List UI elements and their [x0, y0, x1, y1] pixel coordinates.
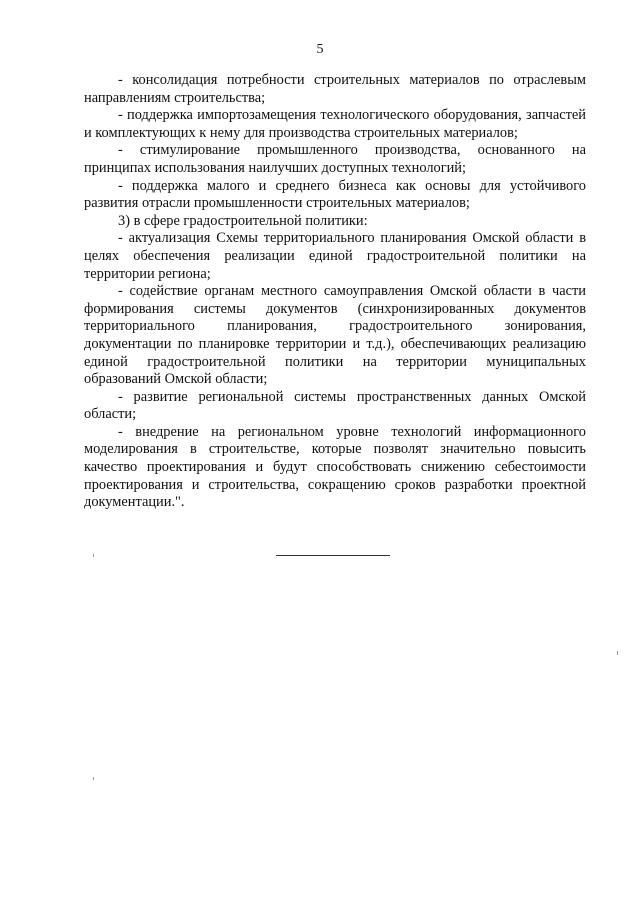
- section-heading-urban-planning: 3) в сфере градостроительной политики:: [118, 212, 368, 229]
- scan-artifact-mark: [93, 777, 94, 780]
- list-item-industrial-production-stimulation: - стимулирование промышленного производства, основанного на принципах использования наилучших доступных технологий;: [84, 142, 586, 176]
- list-item-information-modeling: - внедрение на региональном уровне технологий информационного моделирования в строительстве, которые позволят значительно повысить качество проектирования и будут способствовать снижению себестоимости проектирования и строительства, сокращению сроков разработки проектной документации.".: [84, 423, 586, 511]
- list-item-spatial-data-system: - развитие региональной системы пространственных данных Омской области;: [84, 388, 586, 423]
- list-item-territorial-planning-scheme: - актуализация Схемы территориального планирования Омской области в целях обеспечения реализации единой градостроительной политики на территории региона;: [84, 230, 586, 282]
- list-item-local-government-assistance: - содействие органам местного самоуправления Омской области в части формирования системы документов (синхронизированных документов территориального планирования, градостроительного зонирования, документации по планировке территории и т.д.), обеспечивающих реализацию единой градостроительной политики на территории муниципальных образований Омской области;: [84, 283, 586, 388]
- list-item-import-substitution: - поддержка импортозамещения технологического оборудования, запчастей и комплектующих к нему для производства строительных материалов;: [84, 107, 586, 141]
- list-item-building-materials-demand: - консолидация потребности строительных материалов по отраслевым направлениям строительства;: [84, 72, 586, 106]
- document-body: [84, 72, 586, 512]
- list-item-small-business-support: - поддержка малого и среднего бизнеса как основы для устойчивого развития отрасли промышленности строительных материалов;: [84, 177, 586, 212]
- page-number: 5: [316, 42, 324, 57]
- closing-divider-line: [276, 555, 390, 556]
- scan-artifact-mark: [93, 554, 94, 557]
- scan-artifact-mark: [617, 651, 618, 655]
